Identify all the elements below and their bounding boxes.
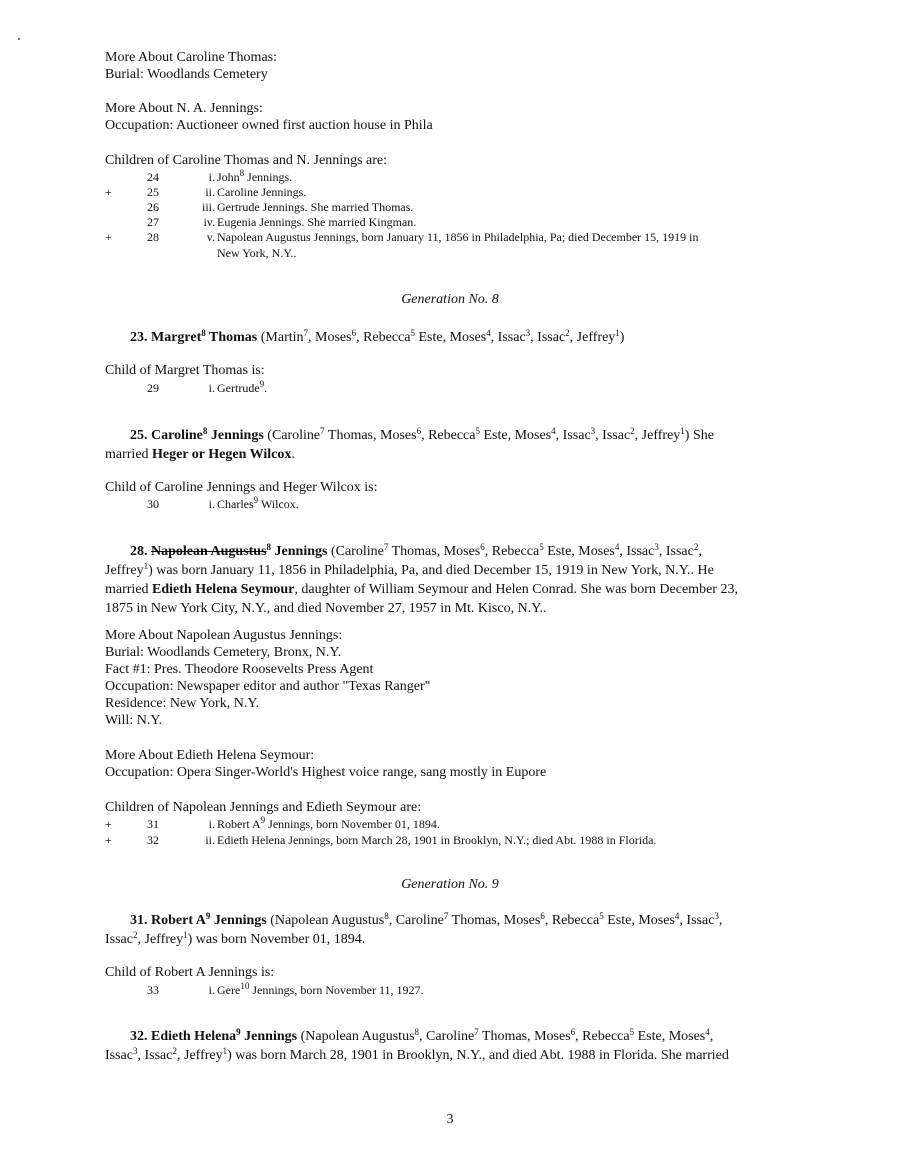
child-roman: iv. [203, 215, 215, 229]
child-roman: i. [208, 983, 215, 997]
entry-28-line3: married Edieth Helena Seymour, daughter of William Seymour and Helen Conrad. She was born December 23, [105, 582, 738, 597]
children-list [105, 817, 820, 849]
child-text: Gere$^{10}$ Jennings, born November 11, 1927. [217, 981, 424, 997]
entry-name: Napolean Augustus$^8$ Jennings [151, 542, 328, 559]
child-roman: ii. [205, 833, 215, 847]
child-text-continued: New York, N.Y.. [217, 246, 297, 260]
list-item [105, 983, 865, 998]
na-occupation: Occupation: Auctioneer owned first auction house in Phila [105, 118, 433, 133]
list-item [105, 170, 865, 185]
child-list [105, 381, 820, 396]
child-list [105, 983, 820, 998]
child-text: Eugenia Jennings. She married Kingman. [217, 215, 417, 229]
entry-32-line2: Issac$^3$, Issac$^2$, Jeffrey$^1$) was born March 28, 1901 in Brooklyn, N.Y., and died Abt. 1988 in Florida. She married [105, 1046, 729, 1063]
entry-name: Caroline$^8$ Jennings [151, 426, 264, 443]
children-heading: Children of Napolean Jennings and Edieth Seymour are: [105, 800, 422, 815]
descendant-marker: + [105, 833, 112, 847]
child-roman: i. [208, 170, 215, 184]
child-text: Charles$^9$ Wilcox. [217, 495, 299, 511]
child-roman: iii. [201, 200, 215, 214]
entry-ancestry: (Caroline$^7$ Thomas, Moses$^6$, Rebecca$^5$ Este, Moses$^4$, Issac$^3$, Issac$^2$, Jeffrey$^1$) She [267, 426, 714, 443]
child-text: Robert $A^9$ Jennings, born November 01, 1894. [217, 815, 440, 831]
caroline-burial: Burial: Woodlands Cemetery [105, 67, 268, 82]
list-item [105, 497, 865, 512]
entry-ancestry: (Napolean Augustus$^8$, Caroline$^7$ Thomas, Moses$^6$, Rebecca$^5$ Este, Moses$^4$, [297, 1027, 714, 1044]
child-roman: v. [206, 230, 215, 244]
entry-number: 31. [130, 913, 148, 928]
list-item [105, 230, 865, 245]
generation-heading: Generation No. 9 [401, 877, 499, 892]
entry-ancestry: (Caroline$^7$ Thomas, Moses$^6$, Rebecca$^5$ Este, Moses$^4$, Issac$^3$, Issac$^2$, [327, 542, 702, 559]
child-number: 29 [147, 381, 159, 395]
child-number: 30 [147, 497, 159, 511]
entry-number: 25. [130, 428, 148, 443]
descendant-marker: + [105, 817, 112, 831]
list-item [105, 381, 865, 396]
entry-number: 28. [130, 544, 148, 559]
child-number: 25 [147, 185, 159, 199]
entry-28-line4: 1875 in New York City, N.Y., and died November 27, 1957 in Mt. Kisco, N.Y.. [105, 601, 547, 616]
list-item-continuation [105, 246, 865, 261]
more-heading: More About Edieth Helena Seymour: [105, 748, 315, 763]
entry-23 [130, 328, 820, 347]
spouse-name: Edieth Helena Seymour [152, 582, 295, 597]
entry-ancestry: (Napolean Augustus$^8$, Caroline$^7$ Thomas, Moses$^6$, Rebecca$^5$ Este, Moses$^4$, Issac$^3$, [266, 911, 723, 928]
child-text: Napolean Augustus Jennings, born January 11, 1856 in Philadelphia, Pa; died December 15, 1919 in [217, 230, 699, 244]
entry-number: 32. [130, 1029, 148, 1044]
entry-name: Margret$^8$ Thomas [151, 328, 258, 345]
more-fact: Occupation: Newspaper editor and author "Texas Ranger" [105, 679, 431, 694]
descendant-marker: + [105, 185, 112, 199]
list-item [105, 200, 865, 215]
child-heading: Child of Caroline Jennings and Heger Wilcox is: [105, 480, 378, 495]
child-number: 24 [147, 170, 159, 184]
more-fact: Fact #1: Pres. Theodore Roosevelts Press Agent [105, 662, 374, 677]
list-item [105, 215, 865, 230]
children-thomas-heading: Children of Caroline Thomas and N. Jennings are: [105, 153, 388, 168]
entry-name: Edieth Helena$^9$ Jennings [151, 1027, 298, 1044]
child-heading: Child of Margret Thomas is: [105, 363, 265, 378]
child-text: Caroline Jennings. [217, 185, 307, 199]
child-number: 31 [147, 817, 159, 831]
child-heading: Child of Robert A Jennings is: [105, 965, 275, 980]
caroline-more-heading: More About Caroline Thomas: [105, 50, 277, 65]
more-heading: More About Napolean Augustus Jennings: [105, 628, 343, 643]
child-roman: i. [208, 817, 215, 831]
list-item [105, 833, 865, 848]
child-text: Gertrude$^9$. [217, 379, 268, 395]
entry-number: 23. [130, 330, 148, 345]
children-thomas-list [105, 170, 820, 270]
na-more-heading: More About N. A. Jennings: [105, 101, 263, 116]
more-fact: Residence: New York, N.Y. [105, 696, 260, 711]
descendant-marker: + [105, 230, 112, 244]
child-roman: i. [208, 381, 215, 395]
child-number: 26 [147, 200, 159, 214]
entry-28 [130, 542, 840, 561]
child-number: 32 [147, 833, 159, 847]
child-text: John$^8$ Jennings. [217, 168, 293, 184]
entry-31 [130, 911, 840, 930]
spouse-name: Heger or Hegen Wilcox [152, 447, 292, 462]
entry-28-line2: Jeffrey$^1$) was born January 11, 1856 in Philadelphia, Pa, and died December 15, 1919 in New York, N.Y.. He [105, 561, 714, 578]
entry-32 [130, 1027, 860, 1046]
list-item [105, 185, 865, 200]
more-fact: Occupation: Opera Singer-World's Highest voice range, sang mostly in Eupore [105, 765, 547, 780]
entry-25-line2: married Heger or Hegen Wilcox. [105, 447, 295, 462]
entry-name: Robert $A^9$ Jennings [151, 911, 267, 928]
entry-31-line2: Issac$^2$, Jeffrey$^1$) was born November 01, 1894. [105, 930, 366, 947]
child-roman: ii. [205, 185, 215, 199]
list-item [105, 817, 865, 832]
entry-25 [130, 426, 820, 445]
entry-ancestry: (Martin$^7$, Moses$^6$, Rebecca$^5$ Este, Moses$^4$, Issac$^3$, Issac$^2$, Jeffrey$^1$) [257, 328, 625, 345]
more-fact: Will: N.Y. [105, 713, 163, 728]
more-fact: Burial: Woodlands Cemetery, Bronx, N.Y. [105, 645, 342, 660]
child-roman: i. [208, 497, 215, 511]
child-text: Edieth Helena Jennings, born March 28, 1901 in Brooklyn, N.Y.; died Abt. 1988 in Florida. [217, 833, 657, 847]
page-number: 3 [446, 1112, 454, 1127]
child-text: Gertrude Jennings. She married Thomas. [217, 200, 414, 214]
child-number: 33 [147, 983, 159, 997]
child-list [105, 497, 820, 512]
generation-heading: Generation No. 8 [401, 292, 499, 307]
child-number: 28 [147, 230, 159, 244]
child-number: 27 [147, 215, 159, 229]
scan-speck [18, 38, 20, 40]
